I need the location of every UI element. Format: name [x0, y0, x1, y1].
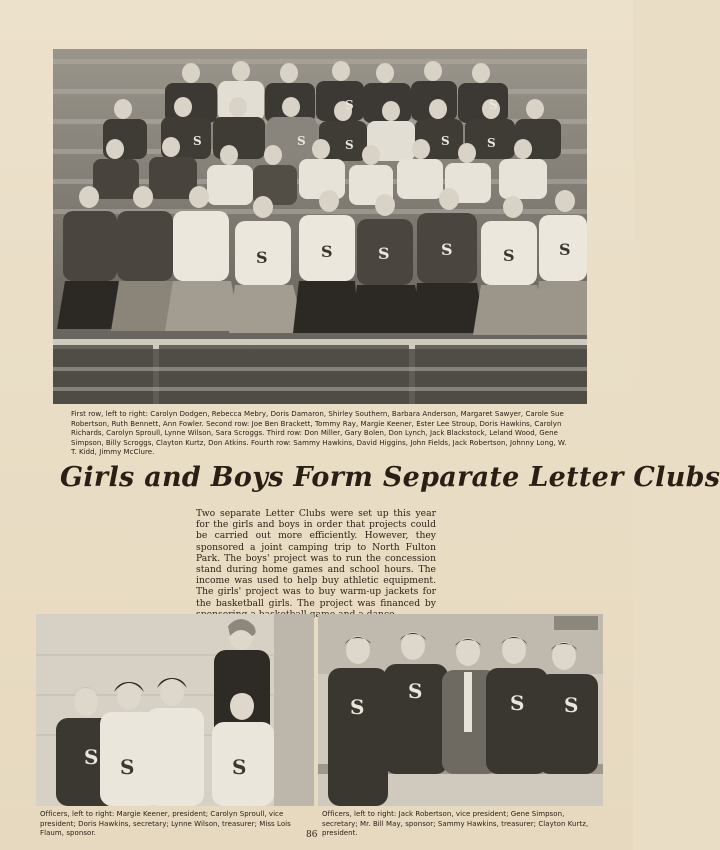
svg-text:S: S — [350, 695, 365, 719]
boys-officers-photo — [318, 614, 603, 806]
svg-text:S: S — [503, 246, 515, 265]
svg-text:S: S — [441, 134, 450, 148]
article-headline: Girls and Boys Form Separate Letter Clubs — [60, 462, 720, 493]
girls-officers-photo — [36, 614, 314, 806]
svg-text:S: S — [84, 745, 99, 769]
page-number: 86 — [306, 830, 318, 840]
letter-club-group-photo — [53, 49, 587, 404]
svg-text:S: S — [345, 138, 354, 152]
svg-text:S: S — [193, 134, 202, 148]
svg-text:S: S — [408, 679, 423, 703]
svg-text:S: S — [441, 240, 453, 259]
svg-text:S: S — [489, 98, 498, 112]
svg-text:S: S — [345, 98, 354, 112]
svg-text:S: S — [120, 755, 135, 779]
svg-text:S: S — [256, 248, 268, 267]
svg-text:S: S — [232, 755, 247, 779]
svg-text:S: S — [510, 691, 525, 715]
svg-text:S: S — [321, 242, 333, 261]
svg-text:S: S — [559, 240, 571, 259]
boys-officers-caption: Officers, left to right: Jack Robertson, vice president; Gene Simpson, secretary; Mr. Bill May, sponsor; Sammy Hawkins, treasurer; Clayton Kurtz, president. — [322, 810, 589, 837]
svg-text:S: S — [378, 244, 390, 263]
group-photo-caption: First row, left to right: Carolyn Dodgen, Rebecca Mebry, Doris Damaron, Shirley Southern, Barbara Anderson, Margaret Sawyer, Carole Sue Robertson, Ruth Bennett, Ann Fowler. Second row: Joe Ben Brackett, Tommy Ray, Margie Keener, Ester Lee Stroup, Doris Hawkins, Carolyn Richards, Carolyn Sproull, Lynne Wilson, Sara Scroggs. Third row: Don Miller, Gary Bolen, Don Lynch, Jack Blackstock, Leland Wood, Gene Simpson, Billy Scroggs, Clayton Kurtz, Don Atkins. Fourth row: Sammy Hawkins, David Higgins, John Fields, Jack Robertson, Johnny Long, W. T. Kidd, Jimmy McClure. — [71, 410, 567, 456]
girls-officers-caption: Officers, left to right: Margie Keener, president; Carolyn Sproull, vice president; Doris Hawkins, secretary; Lynne Wilson, treasurer; Miss Lois Flaum, sponsor. — [40, 810, 291, 837]
article-body: Two separate Letter Clubs were set up this year for the girls and boys in order that projects could be carried out more efficiently. However, they sponsored a joint camping trip to North Fulton Park. The boys' project was to run the concession stand during home games and school hours. The income was used to help buy athletic equipment. The girls' project was to buy warm-up jackets for the basketball girls. The project was financed by — [196, 508, 436, 609]
svg-text:S: S — [297, 134, 306, 148]
svg-text:S: S — [564, 693, 579, 717]
svg-text:S: S — [487, 136, 496, 150]
